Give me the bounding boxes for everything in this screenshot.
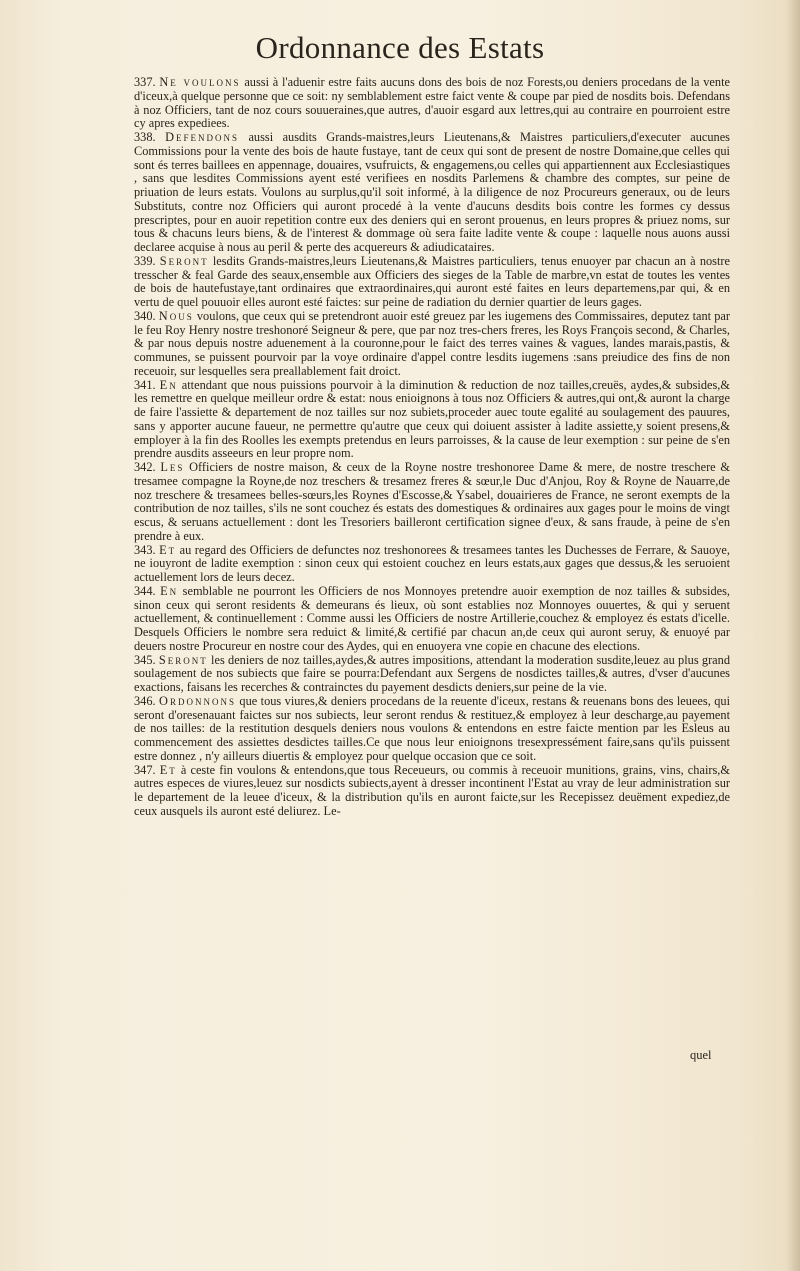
article-lead-word: En: [159, 377, 178, 392]
article-text: attendant que nous puissions pourvoir à la diminution & reduction de noz tailles,creuës, aydes,& subsides,& les remettre en quelque meilleur ordre & estat: nous enioignons à tous noz Officiers & autres,qui ont,& auront la charge de faire l'assiette & departement de noz tailles sur noz subiets,proceder auec toute egalité au soulagement des pauures, sans y apporter aucune faueur, ne permettre qu'autre que ceux qui doiuent assister à ladite assiette,y soient presens,& employer à la fin des Roolles les exempts pretendus en leurs parroisses, & la cause de leur exemption : sur peine de s'en prendre ausdits asseeurs en leur propre nom.: [134, 377, 730, 461]
article-338: [134, 131, 730, 255]
article-lead-word: Ordonnons: [159, 693, 236, 708]
article-number: 346.: [134, 693, 156, 708]
article-346: [134, 695, 730, 764]
article-344: [134, 585, 730, 654]
article-lead-word: Ne voulons: [159, 75, 241, 89]
article-number: 337.: [134, 75, 156, 89]
article-number: 342.: [134, 460, 156, 474]
catchword: quel: [690, 1048, 712, 1062]
body-text: [134, 76, 730, 819]
article-lead-word: Les: [160, 460, 185, 474]
article-number: 347.: [134, 762, 156, 777]
article-number: 345.: [134, 652, 156, 667]
article-number: 344.: [134, 583, 156, 598]
article-lead-word: En: [160, 583, 179, 598]
article-340: [134, 310, 730, 379]
article-lead-word: Nous: [158, 308, 194, 323]
article-number: 340.: [134, 308, 156, 323]
running-head: Ordonnance des Estats: [255, 30, 545, 65]
article-343: [134, 544, 730, 585]
article-text: semblable ne pourront les Officiers de nos Monnoyes pretendre auoir exemption de noz tailles & subsides, sinon ceux qui seront residents & demeurans és lieux, où sont establies noz Monnoyes ouuertes, & qui y seruent actuellement, & continuellement : Comme aussi les Officiers de nostre Artillerie,couchez & employez és estats d'icelle. Desquels Officiers le nombre sera reduict & limité,& certifié par chacun an,de ceux qui auront seruy, & enuoyé par deuers nostre Procureur en nostre cour des Aydes, qui en enuoyera vne copie en chacune des elections.: [134, 583, 731, 653]
article-text: voulons, que ceux qui se pretendront auoir esté greuez par les iugemens des Commissaires, deputez tant par le feu Roy Henry nostre treshonoré Seigneur & pere, que par noz tres-chers freres, les Roys François second, & Charles, & par nous depuis nostre aduenement à la couronne,pour le faict des terres vaines & vagues, landes marais,pastis, & communes, se puissent pourvoir par la voye ordinaire d'appel contre lesdits iugemens :sans preiudice des fins de non receuoir, sur lesquelles sera preallablement fait droict.: [134, 308, 731, 378]
article-text: au regard des Officiers de defunctes noz treshonorees & tresamees tantes les Duchesses de Ferrare, & Sauoye, ne iouyront de ladite exemption : sinon ceux qui estoient couchez en leurs estats,aux gages que dessus,& les seruoient actuellement lors de leurs decez.: [134, 542, 730, 584]
article-text: que tous viures,& deniers procedans de la reuente d'iceux, restans & reuenans bons des leuees, qui seront d'oresenauant faictes sur nos subiects, leur seront rendus & restituez,& employez à leur descharge,au payement de nos tailles: de la restitution desquels deniers nous voulons & entendons en estre faicte mention par les Esleus au commencement des assiettes desdictes tailles.Ce que nous leur enioignons tresexpressément faire,sans qu'ils puissent estre donnez , n'y ailleurs diuertis & employez pour quelque occasion que ce soit.: [134, 693, 731, 763]
article-text: lesdits Grands-maistres,leurs Lieutenans,& Maistres particuliers, tenus enuoyer par chacun an à nostre tresscher & feal Garde des seaux,ensemble aux Officiers des sieges de la Table de marbre,vn estat de toutes les ventes de bois de hautefustaye,tant ordinaires que extraordinaires,qui auront esté faites en leurs departemens,par qui, & en vertu de quel pouuoir elles auront esté faictes: sur peine de radiation du dernier quartier de leurs gages.: [134, 253, 730, 309]
article-lead-word: Seront: [159, 253, 209, 268]
article-341: [134, 379, 730, 462]
article-345: [134, 654, 730, 695]
article-text: les deniers de noz tailles,aydes,& autres impositions, attendant la moderation susdite,leuez au plus grand soulagement de nos subiects que faire se pourra:Defendant aux Sergens de nosdictes tailles,& autres, d'vser d'aucunes exactions, faisans les recerches & contrainctes du payement desdicts deniers,sur peine de la vie.: [134, 652, 731, 694]
article-number: 339.: [134, 253, 156, 268]
article-lead-word: Et: [159, 542, 177, 557]
article-342: [134, 461, 730, 544]
article-text: aussi ausdits Grands-maistres,leurs Lieutenans,& Maistres particuliers,d'executer aucunes Commissions pour la vente des bois de haute fustaye, tant de ceux qui sont de present de nostre Domaine,que celles qui sont és terres baillees en appennage, douaires, vsufruicts, & engagemens,ou celles qui appartiennent aux Ecclesiastiques , sans que lesdites Commissions ayent esté verifiees en nosdits Parlemens & chambre des comptes, sur peine de priuation de leurs estats. Voulons au surplus,qu'il soit informé, à la diligence de noz Procureurs generaux, ou de leurs Substituts, contre noz Officiers qui auront procedé à la vente d'aucuns desdits bois contre les formes cy dessus prescriptes, pour en auoir repetition contre eux des deniers qui en seront prouenus, en leurs propres & priuez noms, sur tous & chacuns leurs biens, & de l'interest & dommage où sera faite ladite vente & coupe : laquelle nous auons aussi declaree acquise à nous au peril & perte des acquereurs & adiudicataires.: [134, 130, 730, 254]
article-lead-word: Seront: [158, 652, 208, 667]
article-lead-word: Defendons: [165, 130, 239, 144]
article-text: à ceste fin voulons & entendons,que tous Receueurs, ou commis à receuoir munitions, grains, vins, chairs,& autres especes de viures,leuez sur nosdicts subiects,ayent à dresser incontinent l'Estat au vray de leur administration sur le departement de la leuee d'iceux, & la distribution qu'ils en auront faicte,sur les Recepissez deuëment expediez,de ceux ausquels ils auront esté deliurez. Le-: [134, 762, 730, 818]
article-number: 343.: [134, 542, 156, 557]
article-339: [134, 255, 730, 310]
article-text: Officiers de nostre maison, & ceux de la Royne nostre treshonoree Dame & mere, de nostre treschere & tresamee compagne la Royne,de noz treschers & tresamez freres & sœur,le Duc d'Anjou, Roy & Royne de Nauarre,de noz treschere & tresamees belles-sœurs,les Roynes d'Escosse,& Ysabel, douairieres de France, ne seront exempts de la contribution de noz tailles, s'ils ne sont couchez és estats des domestiques & ordinaires aux gages pour le moins de vingt escus, & seruans actuellement : dont les Tresoriers bailleront certification signee d'eux, & sans fraude, à peine de s'en prendre à eux.: [134, 460, 730, 543]
article-337: [134, 76, 730, 131]
page-edge-shadow: [786, 0, 800, 1271]
article-347: [134, 764, 730, 819]
article-text: aussi à l'aduenir estre faits aucuns dons des bois de noz Forests,ou deniers procedans de la vente d'iceux,à quelque personne que ce soit: ny semblablement estre faict vente & coupe par pied de nosdits bois. Defendans à noz Officiers, tant de noz cours souueraines,que autres, d'auoir esgard aux lettres,qui au contraire en pourroient estre cy apres expediees.: [134, 75, 730, 131]
article-number: 338.: [134, 130, 156, 144]
article-number: 341.: [134, 377, 156, 392]
article-lead-word: Et: [159, 762, 177, 777]
